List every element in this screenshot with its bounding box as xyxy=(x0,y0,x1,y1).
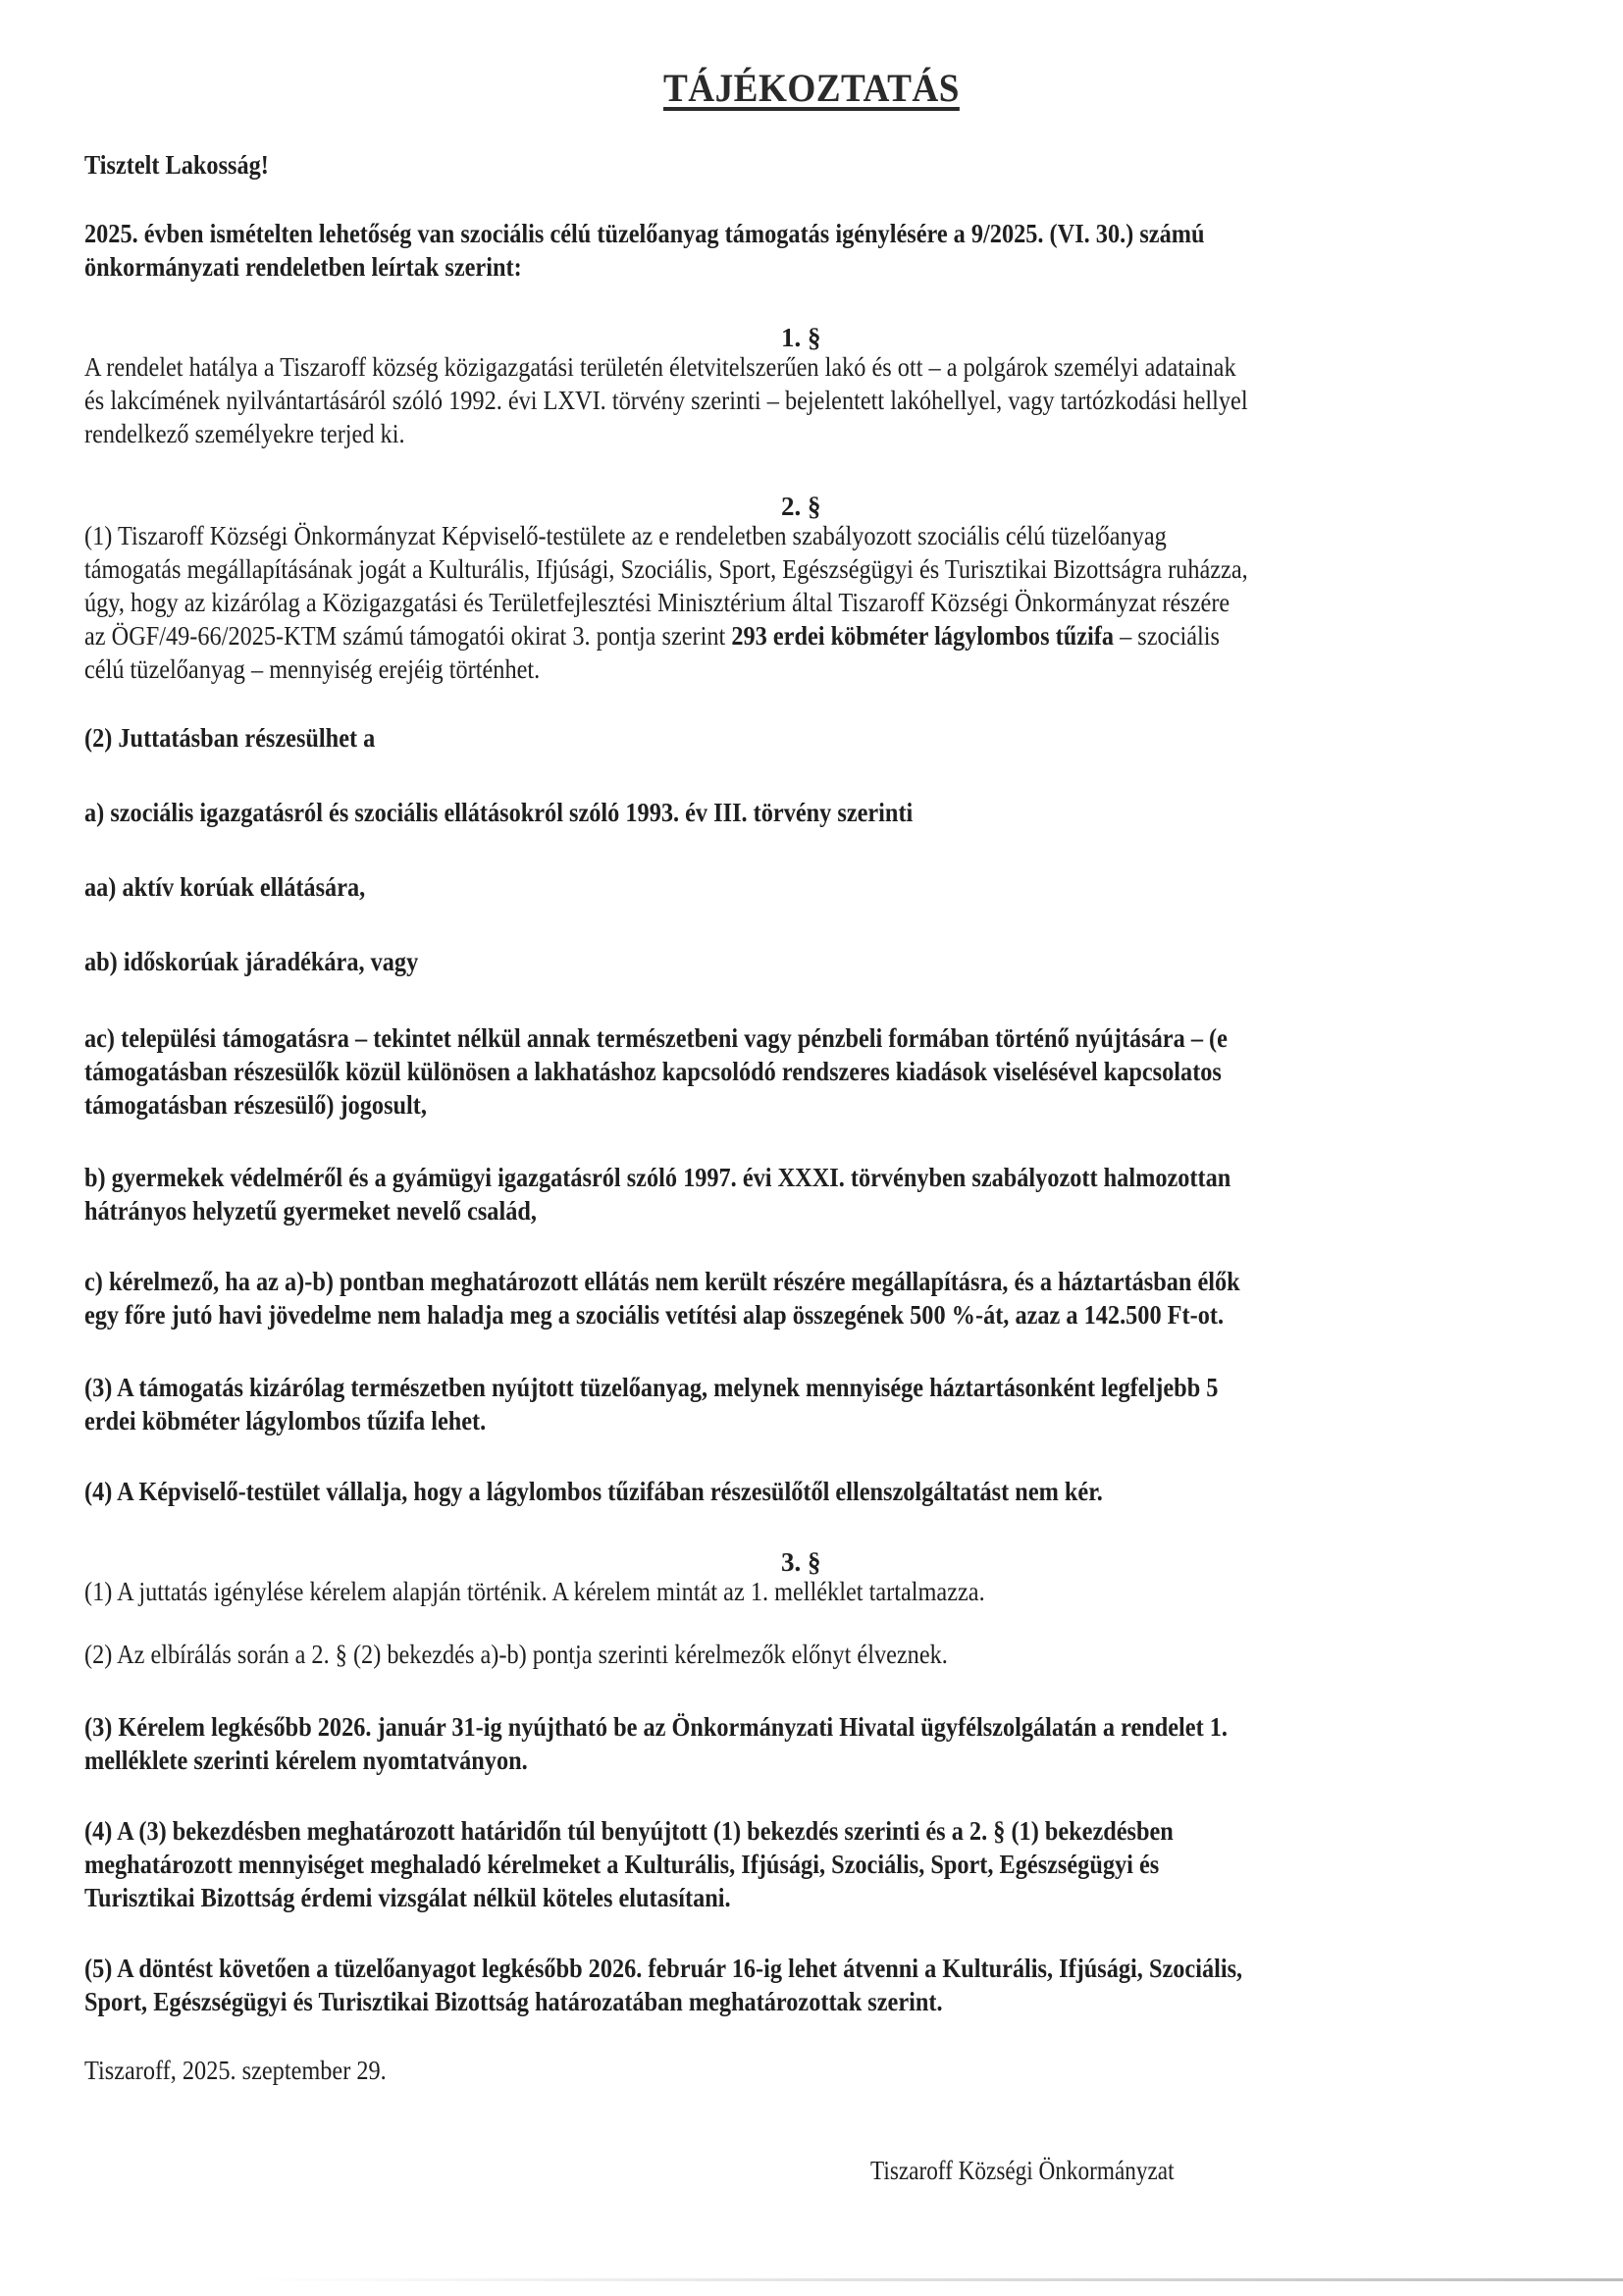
section-3-p5-line: Sport, Egészségügyi és Turisztikai Bizottság határozatában meghatározottak szerint. xyxy=(84,1987,943,2016)
section-3-p4-line: Turisztikai Bizottság érdemi vizsgálat nélkül köteles elutasítani. xyxy=(84,1883,731,1912)
section-2-p3-line: (3) A támogatás kizárólag természetben nyújtott tüzelőanyag, melynek mennyisége háztartásonként legfeljebb 5 xyxy=(84,1373,1219,1402)
document-title: TÁJÉKOZTATÁS xyxy=(663,66,960,110)
section-1-heading: 1. § xyxy=(781,323,821,352)
section-2-p2: (2) Juttatásban részesülhet a xyxy=(84,723,376,753)
section-2-heading: 2. § xyxy=(781,492,821,521)
section-2-p1-line4-post: – szociális xyxy=(1114,621,1220,651)
section-2-point-ac-line: támogatásban részesülő) jogosult, xyxy=(84,1090,427,1120)
section-1-line: rendelkező személyekre terjed ki. xyxy=(84,419,405,448)
section-3-p1: (1) A juttatás igénylése kérelem alapján történik. A kérelem mintát az 1. melléklet tartalmazza. xyxy=(84,1577,985,1606)
scan-edge-shadow xyxy=(245,2278,1623,2281)
section-3-p4-line: (4) A (3) bekezdésben meghatározott határidőn túl benyújtott (1) bekezdés szerinti és a 2. § (1) bekezdésben xyxy=(84,1816,1174,1846)
intro-line-2: önkormányzati rendeletben leírtak szerint: xyxy=(84,252,522,282)
section-3-p3-line: melléklete szerinti kérelem nyomtatványon. xyxy=(84,1746,528,1775)
section-3-heading: 3. § xyxy=(781,1547,821,1577)
place-and-date: Tiszaroff, 2025. szeptember 29. xyxy=(84,2056,387,2085)
section-2-point-b-line: b) gyermekek védelméről és a gyámügyi igazgatásról szóló 1997. évi XXXI. törvényben szabályozott halmozottan xyxy=(84,1163,1231,1192)
section-2-point-ac-line: támogatásban részesülők közül különösen a lakhatáshoz kapcsolódó rendszeres kiadások viselésével kapcsolatos xyxy=(84,1057,1222,1086)
section-2-p4: (4) A Képviselő-testület vállalja, hogy a lágylombos tűzifában részesülőtől ellenszolgáltatást nem kér. xyxy=(84,1477,1103,1506)
section-2-p1-line4-pre: az ÖGF/49-66/2025-KTM számú támogatói okirat 3. pontja szerint xyxy=(84,621,732,651)
salutation: Tisztelt Lakosság! xyxy=(84,150,269,180)
section-2-point-b-line: hátrányos helyzetű gyermeket nevelő család, xyxy=(84,1196,537,1226)
signature-issuer: Tiszaroff Községi Önkormányzat xyxy=(870,2156,1175,2185)
section-2-point-ab: ab) időskorúak járadékára, vagy xyxy=(84,947,419,976)
section-2-p1-line: támogatás megállapításának jogát a Kulturális, Ifjúsági, Szociális, Sport, Egészségügyi és Turisztikai Bizottságra ruházza, xyxy=(84,554,1248,584)
firewood-quantity-highlight: 293 erdei köbméter lágylombos tűzifa xyxy=(731,621,1115,651)
section-2-point-c-line: c) kérelmező, ha az a)-b) pontban meghatározott ellátás nem került részére megállapításra, és a háztartásban élők xyxy=(84,1267,1240,1296)
section-2-p3-line: erdei köbméter lágylombos tűzifa lehet. xyxy=(84,1406,487,1435)
section-2-p1-line: célú tüzelőanyag – mennyiség erejéig történhet. xyxy=(84,654,541,684)
section-3-p5-line: (5) A döntést követően a tüzelőanyagot legkésőbb 2026. február 16-ig lehet átvenni a Kulturális, Ifjúsági, Szociális, xyxy=(84,1954,1243,1983)
section-2-point-ac-line: ac) települési támogatásra – tekintet nélkül annak természetbeni vagy pénzbeli formában történő nyújtására – (e xyxy=(84,1023,1228,1053)
section-2-point-a: a) szociális igazgatásról és szociális ellátásokról szóló 1993. év III. törvény szerinti xyxy=(84,798,914,827)
section-1-line: A rendelet hatálya a Tiszaroff község közigazgatási területén életvitelszerűen lakó és ott – a polgárok személyi adatainak xyxy=(84,352,1236,382)
section-2-p1-line: (1) Tiszaroff Községi Önkormányzat Képviselő-testülete az e rendeletben szabályozott szociális célú tüzelőanyag xyxy=(84,521,1167,550)
section-3-p3-line: (3) Kérelem legkésőbb 2026. január 31-ig nyújtható be az Önkormányzati Hivatal ügyfélszolgálatán a rendelet 1. xyxy=(84,1712,1228,1742)
section-3-p2: (2) Az elbírálás során a 2. § (2) bekezdés a)-b) pontja szerinti kérelmezők előnyt élveznek. xyxy=(84,1640,948,1669)
section-2-point-c-line: egy főre jutó havi jövedelme nem haladja meg a szociális vetítési alap összegének 500 %-át, azaz a 142.500 Ft-ot. xyxy=(84,1300,1225,1330)
section-1-line: és lakcímének nyilvántartásáról szóló 1992. évi LXVI. törvény szerinti – bejelentett lakóhellyel, vagy tartózkodási hellyel xyxy=(84,386,1248,415)
section-2-p1-line xyxy=(84,620,1220,652)
section-2-point-aa: aa) aktív korúak ellátására, xyxy=(84,872,366,902)
intro-line-1: 2025. évben ismételten lehetőség van szociális célú tüzelőanyag támogatás igénylésére a 9/2025. (VI. 30.) számú xyxy=(84,219,1205,248)
section-3-p4-line: meghatározott mennyiséget meghaladó kérelmeket a Kulturális, Ifjúsági, Szociális, Sport, Egészségügyi és xyxy=(84,1850,1160,1879)
section-2-p1-line: úgy, hogy az kizárólag a Közigazgatási és Területfejlesztési Minisztérium által Tiszaroff Községi Önkormányzat részére xyxy=(84,588,1230,617)
